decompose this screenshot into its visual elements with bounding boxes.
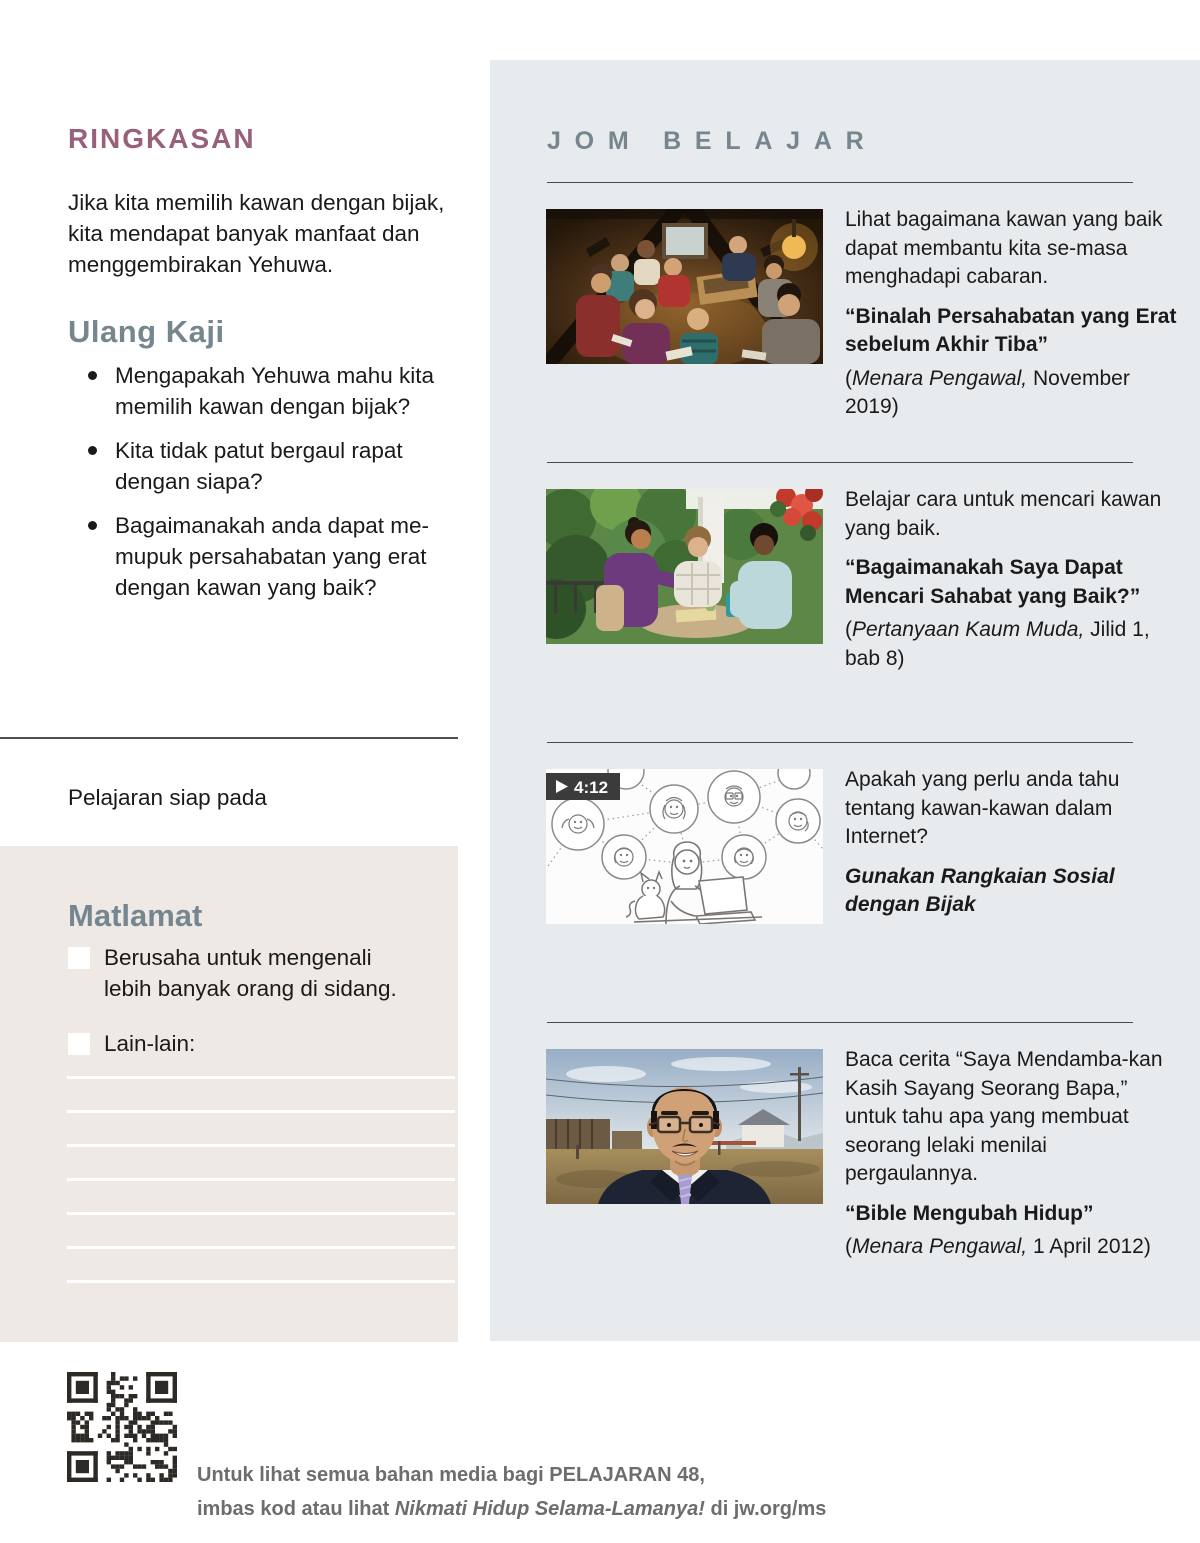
- publication-reference: (Menara Pengawal, November 2019): [845, 366, 1130, 418]
- study-item-texts: [845, 766, 1179, 925]
- publication-title: “Binalah Persahabatan yang Erat sebelum Akhir Tiba”: [845, 304, 1177, 356]
- study-item-3[interactable]: [547, 742, 1143, 916]
- qr-code: [67, 1372, 177, 1482]
- study-item-description: Apakah yang perlu anda tahu tentang kawan-kawan dalam Internet?: [845, 768, 1120, 848]
- man-portrait-photo[interactable]: [546, 1049, 823, 1204]
- writing-line: [67, 1178, 455, 1181]
- study-panel: [490, 60, 1200, 1341]
- writing-line: [67, 1144, 455, 1147]
- review-heading: Ulang Kaji: [68, 313, 225, 349]
- review-question: Kita tidak patut bergaul rapat dengan siapa?: [88, 435, 444, 497]
- social-network-video-still[interactable]: [546, 769, 823, 924]
- goal-item: [68, 1028, 428, 1059]
- summary-heading: RINGKASAN: [68, 122, 256, 154]
- publication-title: “Bagaimanakah Saya Dapat Mencari Sahabat yang Baik?”: [845, 556, 1141, 608]
- writing-line: [67, 1110, 455, 1113]
- footer-line-2: imbas kod atau lihat Nikmati Hidup Selama-Lamanya! di jw.org/ms: [197, 1498, 827, 1520]
- review-question: Mengapakah Yehuwa mahu kita memilih kawan dengan bijak?: [88, 360, 444, 422]
- writing-line: [67, 1076, 455, 1079]
- goal-item: [68, 942, 428, 1004]
- video-title: Gunakan Rangkaian Sosial dengan Bijak: [845, 864, 1115, 916]
- lesson-ready-label: Pelajaran siap pada: [68, 784, 267, 810]
- writing-line: [67, 1212, 455, 1215]
- review-question: Bagaimanakah anda dapat me-mupuk persahabatan yang erat dengan kawan yang baik?: [88, 510, 444, 603]
- section-divider: [547, 462, 1133, 463]
- review-question-list: [88, 360, 444, 616]
- study-item-1[interactable]: [547, 182, 1177, 418]
- writing-line: [67, 1280, 455, 1283]
- study-item-texts: [845, 206, 1179, 422]
- section-divider: [547, 182, 1133, 183]
- three-women-at-table-photo[interactable]: [546, 489, 823, 644]
- publication-title: “Bible Mengubah Hidup”: [845, 1201, 1094, 1225]
- publication-reference: (Menara Pengawal, 1 April 2012): [845, 1235, 1151, 1258]
- summary-paragraph: Jika kita memilih kawan dengan bijak, kita mendapat banyak manfaat dan menggembirakan Yehuwa.: [68, 189, 445, 277]
- section-divider: [547, 1022, 1133, 1023]
- study-item-4[interactable]: [547, 1022, 1163, 1258]
- footer-caption: [197, 1458, 837, 1526]
- footer-line-1: Untuk lihat semua bahan media bagi PELAJARAN 48,: [197, 1464, 705, 1486]
- section-divider: [547, 742, 1133, 743]
- left-divider: [0, 737, 458, 739]
- goals-box: [0, 846, 458, 1342]
- bullet-icon: [88, 446, 97, 455]
- study-item-2[interactable]: [547, 462, 1162, 670]
- goal-checkbox[interactable]: [68, 1033, 90, 1055]
- goal-checkbox[interactable]: [68, 947, 90, 969]
- study-item-texts: [845, 1046, 1179, 1262]
- bullet-icon: [88, 521, 97, 530]
- publication-reference: (Pertanyaan Kaum Muda, Jilid 1, bab 8): [845, 618, 1150, 670]
- goals-heading: Matlamat: [68, 897, 203, 933]
- study-heading: JOM BELAJAR: [547, 126, 878, 155]
- study-item-description: Belajar cara untuk mencari kawan yang baik.: [845, 488, 1162, 540]
- study-item-texts: [845, 486, 1179, 673]
- study-item-description: Lihat bagaimana kawan yang baik dapat membantu kita se-masa menghadapi cabaran.: [845, 208, 1163, 288]
- study-item-description: Baca cerita “Saya Mendamba-kan Kasih Sayang Seorang Bapa,” untuk tahu apa yang membuat seorang lelaki menilai pergaulannya.: [845, 1048, 1163, 1185]
- goal-label: Lain-lain:: [104, 1031, 196, 1056]
- video-duration-badge: [546, 773, 620, 800]
- video-duration: 4:12: [574, 778, 609, 797]
- attic-group-study-photo[interactable]: [546, 209, 823, 364]
- bullet-icon: [88, 371, 97, 380]
- goal-label: Berusaha untuk mengenali lebih banyak orang di sidang.: [104, 945, 397, 1001]
- writing-line: [67, 1246, 455, 1249]
